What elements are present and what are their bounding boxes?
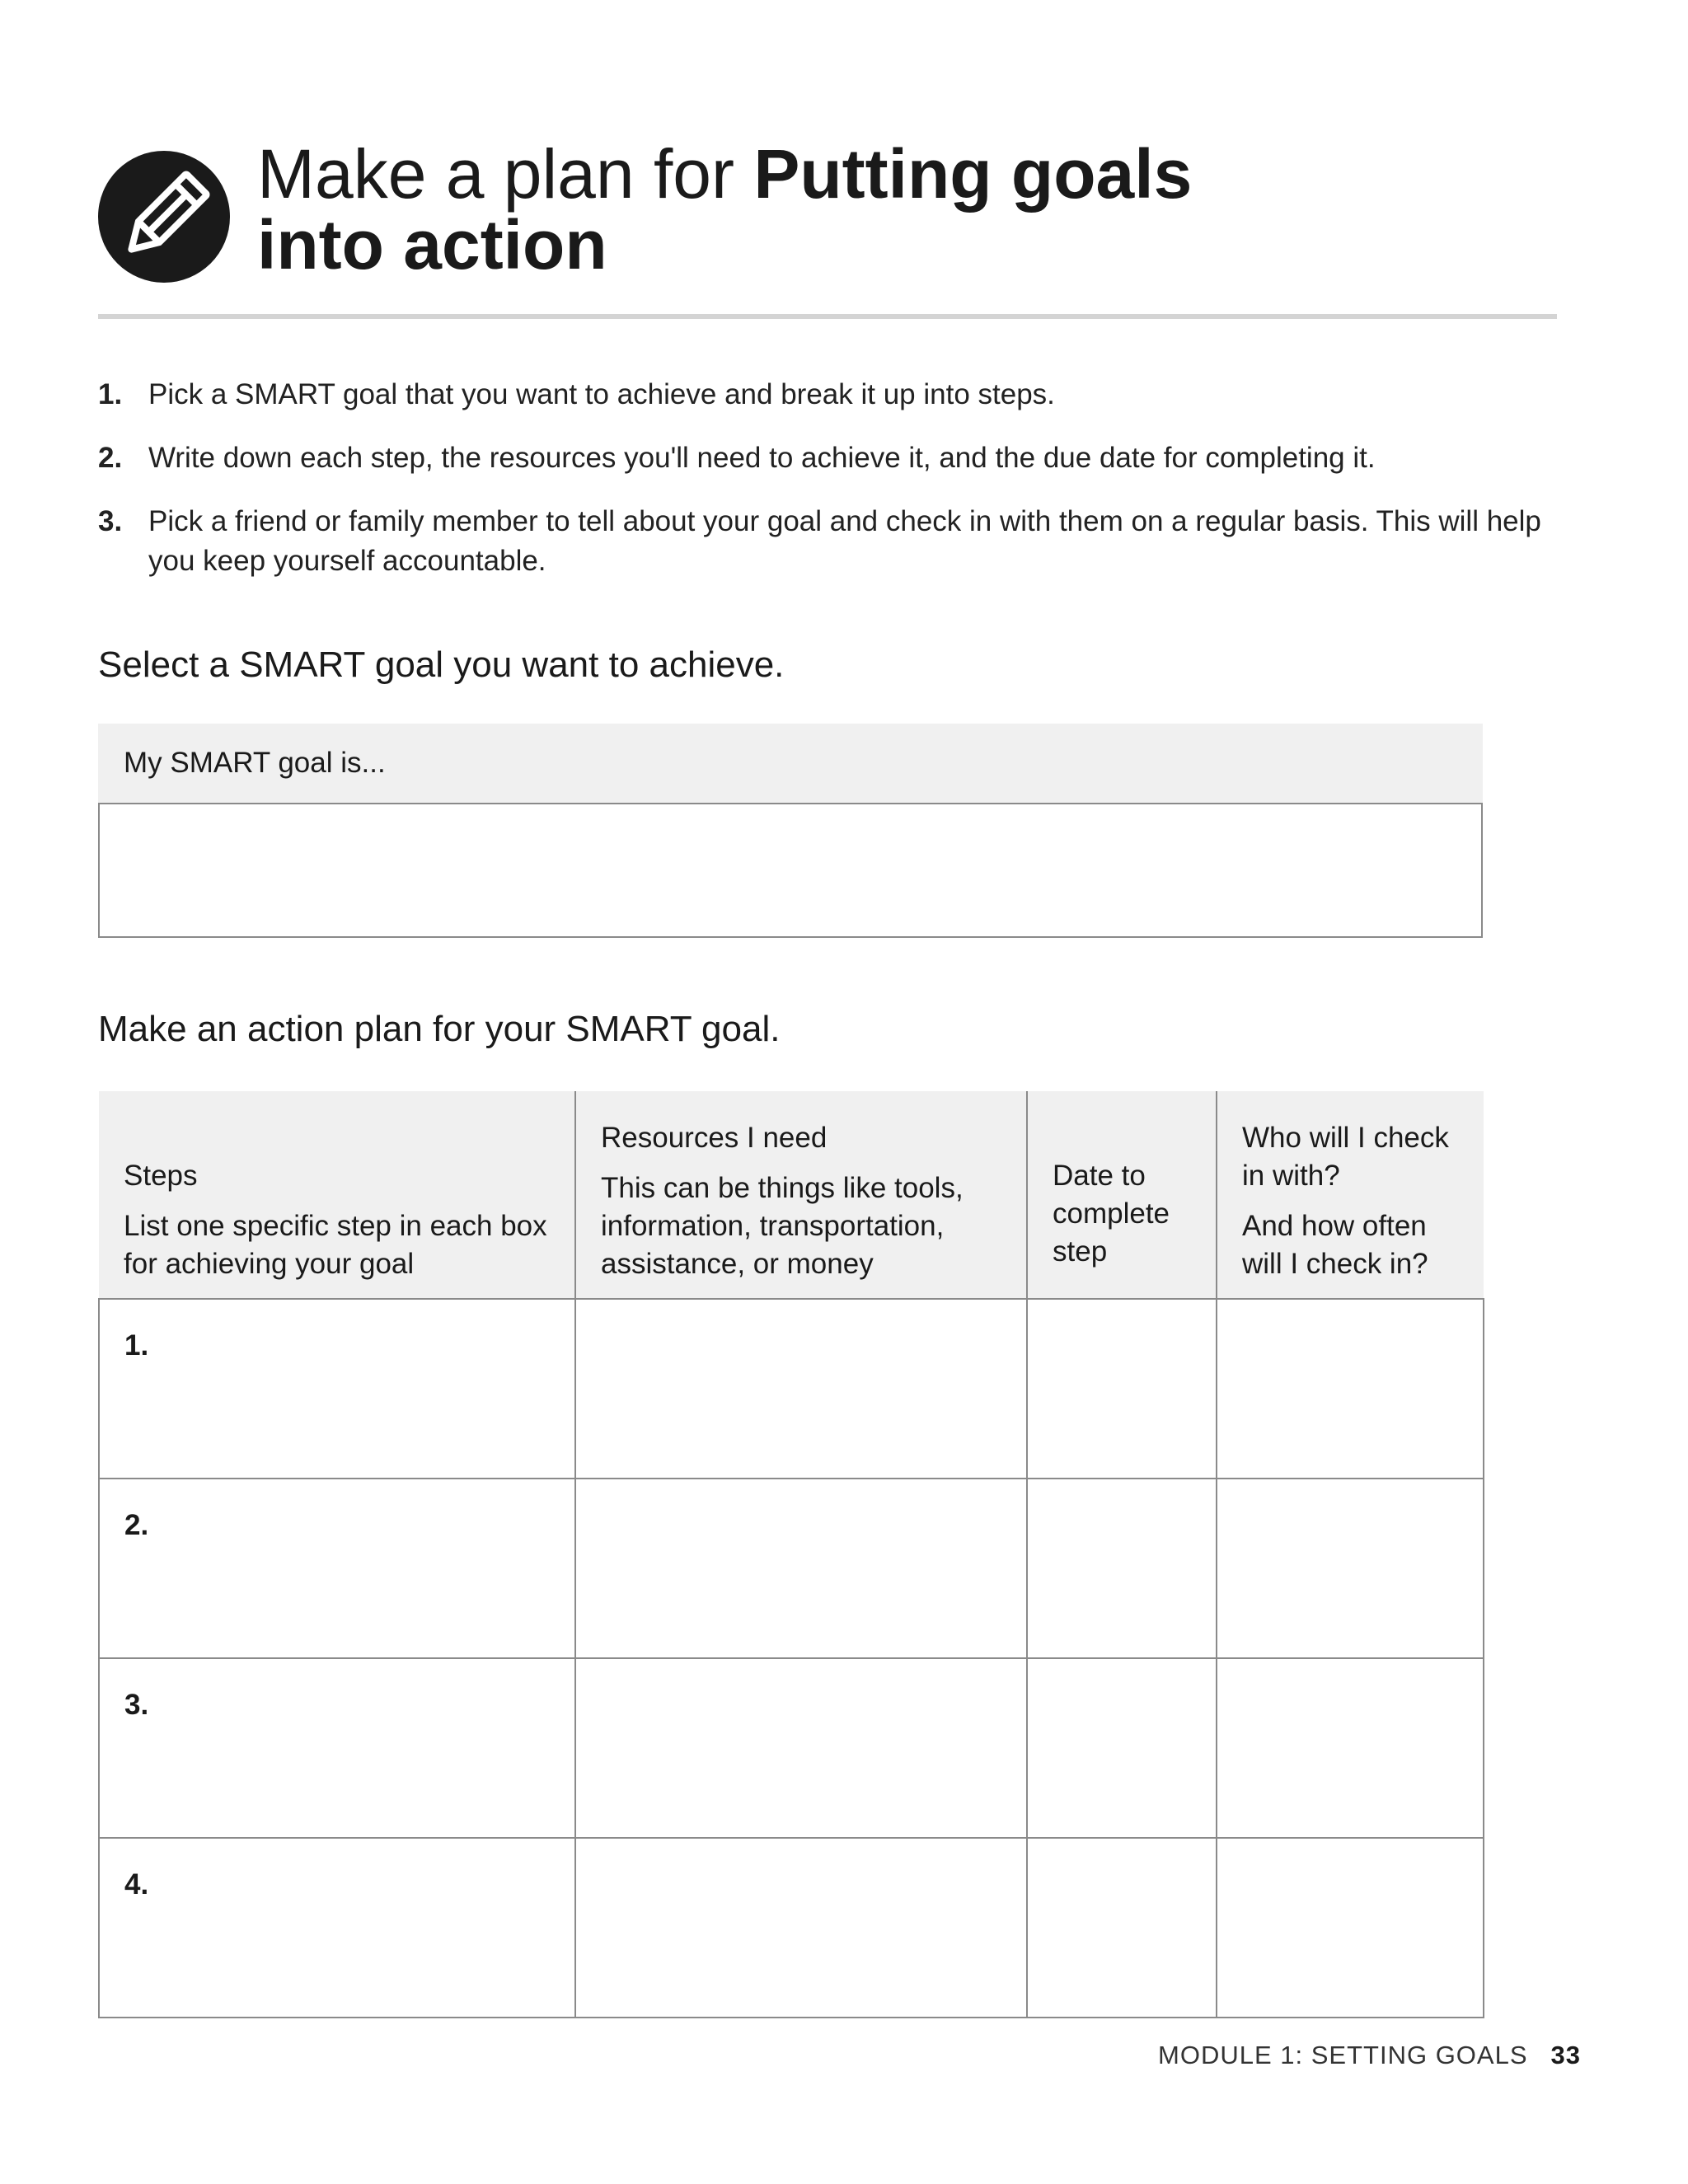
table-row (99, 1658, 1484, 1838)
step-cell[interactable]: 2. (99, 1479, 575, 1658)
instruction-item (98, 502, 1549, 581)
resources-cell[interactable] (575, 1479, 1027, 1658)
instruction-number: 1. (98, 378, 123, 410)
checkin-cell[interactable] (1217, 1838, 1484, 2018)
column-title: Steps (124, 1160, 198, 1192)
column-header-checkin (1217, 1091, 1484, 1299)
date-cell[interactable] (1027, 1658, 1217, 1838)
step-cell[interactable]: 4. (99, 1838, 575, 2018)
module-label: MODULE 1: SETTING GOALS (1158, 2041, 1528, 2069)
page-footer (1158, 2041, 1581, 2070)
column-subtitle: List one specific step in each box for achieving your goal (124, 1210, 547, 1280)
resources-cell[interactable] (575, 1658, 1027, 1838)
column-header-steps (99, 1091, 575, 1299)
smart-goal-label: My SMART goal is... (98, 724, 1483, 803)
column-header-date (1027, 1091, 1217, 1299)
column-title: Date to complete step (1053, 1160, 1170, 1268)
goal-section-heading: Select a SMART goal you want to achieve. (98, 644, 785, 685)
smart-goal-box (98, 724, 1483, 938)
instruction-list (98, 375, 1549, 605)
checkin-cell[interactable] (1217, 1658, 1484, 1838)
instruction-item (98, 438, 1549, 478)
table-row (99, 1838, 1484, 2018)
table-header-row (99, 1091, 1484, 1299)
step-cell[interactable]: 1. (99, 1299, 575, 1479)
resources-cell[interactable] (575, 1299, 1027, 1479)
plan-section-heading: Make an action plan for your SMART goal. (98, 1009, 781, 1049)
action-plan-table (98, 1091, 1484, 2018)
column-title: Resources I need (601, 1122, 828, 1154)
instruction-item (98, 375, 1549, 415)
instruction-text: Pick a friend or family member to tell about your goal and check in with them on a regular basis. This will help you keep yourself accountable. (148, 505, 1541, 577)
column-title: Who will I check in with? (1242, 1122, 1449, 1192)
page-title (257, 135, 1576, 284)
title-bold-line-2: into action (257, 206, 607, 284)
table-row (99, 1299, 1484, 1479)
column-subtitle: This can be things like tools, information, transportation, assistance, or money (601, 1172, 964, 1280)
step-cell[interactable]: 3. (99, 1658, 575, 1838)
smart-goal-field[interactable] (98, 803, 1483, 938)
title-regular: Make a plan for (257, 135, 754, 213)
pencil-icon (98, 151, 230, 283)
checkin-cell[interactable] (1217, 1479, 1484, 1658)
date-cell[interactable] (1027, 1479, 1217, 1658)
checkin-cell[interactable] (1217, 1299, 1484, 1479)
column-subtitle: And how often will I check in? (1242, 1210, 1428, 1280)
title-divider (98, 314, 1557, 319)
page-number: 33 (1550, 2041, 1581, 2069)
instruction-number: 2. (98, 442, 123, 474)
date-cell[interactable] (1027, 1299, 1217, 1479)
title-bold-line-1: Putting goals (753, 135, 1193, 213)
instruction-text: Write down each step, the resources you'll need to achieve it, and the due date for completing it. (148, 442, 1376, 474)
resources-cell[interactable] (575, 1838, 1027, 2018)
instruction-number: 3. (98, 505, 123, 537)
column-header-resources (575, 1091, 1027, 1299)
instruction-text: Pick a SMART goal that you want to achieve and break it up into steps. (148, 378, 1055, 410)
date-cell[interactable] (1027, 1838, 1217, 2018)
table-row (99, 1479, 1484, 1658)
